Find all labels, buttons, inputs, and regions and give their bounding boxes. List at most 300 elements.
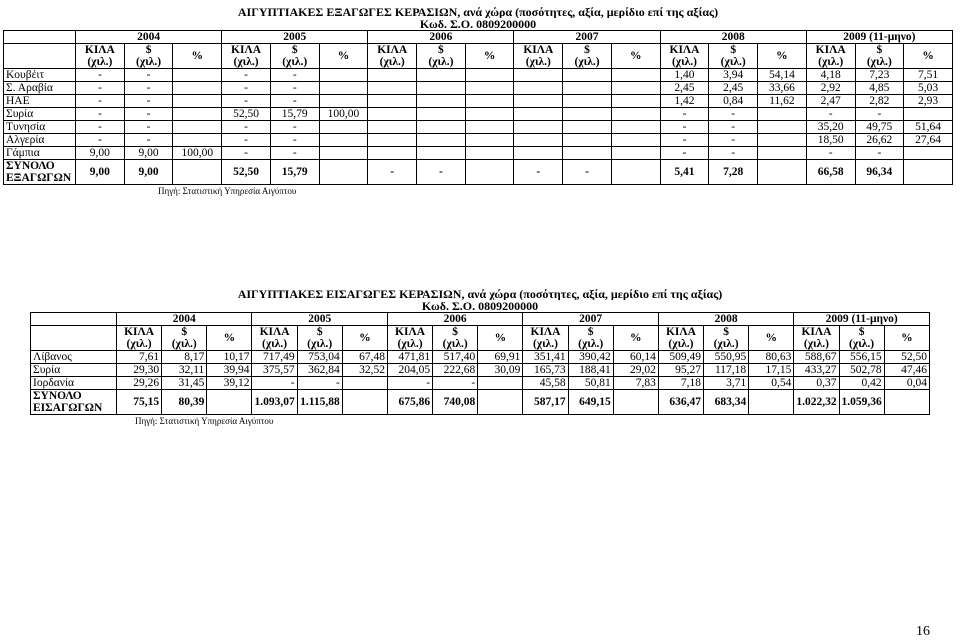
value-cell: 0,54 bbox=[749, 377, 794, 390]
kila-header bbox=[368, 44, 417, 69]
value-cell bbox=[319, 82, 368, 95]
value-cell: 2,45 bbox=[660, 82, 709, 95]
total-value-cell bbox=[758, 160, 807, 185]
value-cell: 18,50 bbox=[806, 134, 855, 147]
value-cell: 10,17 bbox=[207, 351, 252, 364]
usd-header bbox=[417, 44, 466, 69]
usd-label: $ bbox=[291, 44, 298, 56]
kila-header bbox=[806, 44, 855, 69]
value-cell: - bbox=[709, 134, 758, 147]
value-cell: 117,18 bbox=[704, 364, 749, 377]
value-cell: - bbox=[76, 95, 125, 108]
value-cell: 2,47 bbox=[806, 95, 855, 108]
total-value-cell: 9,00 bbox=[76, 160, 125, 185]
value-cell: - bbox=[297, 377, 342, 390]
value-cell: 33,66 bbox=[758, 82, 807, 95]
value-cell bbox=[904, 147, 953, 160]
pct-header: % bbox=[758, 44, 807, 69]
usd-header bbox=[568, 326, 613, 351]
unit-label: (χιλ.) bbox=[720, 56, 746, 68]
unit-label: (χιλ.) bbox=[307, 338, 333, 350]
value-cell: - bbox=[709, 108, 758, 121]
value-cell bbox=[417, 69, 466, 82]
unit-label: (χιλ.) bbox=[379, 56, 405, 68]
value-cell bbox=[368, 108, 417, 121]
value-cell bbox=[514, 69, 563, 82]
total-value-cell: 96,34 bbox=[855, 160, 904, 185]
value-cell: - bbox=[660, 147, 709, 160]
value-cell: - bbox=[76, 121, 125, 134]
value-cell: 32,11 bbox=[162, 364, 207, 377]
value-cell bbox=[417, 134, 466, 147]
value-cell: 17,15 bbox=[749, 364, 794, 377]
value-cell: - bbox=[222, 69, 271, 82]
total-value-cell: - bbox=[563, 160, 612, 185]
total-value-cell: 1.093,07 bbox=[252, 390, 297, 415]
value-cell bbox=[173, 69, 222, 82]
value-cell: - bbox=[855, 147, 904, 160]
value-cell: 29,02 bbox=[613, 364, 658, 377]
value-cell bbox=[563, 108, 612, 121]
total-value-cell: 1.059,36 bbox=[839, 390, 884, 415]
value-cell: - bbox=[76, 82, 125, 95]
corner-cell bbox=[4, 31, 76, 44]
value-cell: 100,00 bbox=[319, 108, 368, 121]
export-table-source: Πηγή: Στατιστική Υπηρεσία Αιγύπτου bbox=[158, 186, 297, 196]
year-header: 2009 (11-μηνο) bbox=[794, 313, 930, 326]
table-row bbox=[4, 134, 953, 147]
value-cell bbox=[758, 121, 807, 134]
value-cell: - bbox=[806, 147, 855, 160]
value-cell bbox=[417, 95, 466, 108]
value-cell bbox=[563, 69, 612, 82]
usd-header bbox=[563, 44, 612, 69]
unit-label: (χιλ.) bbox=[262, 338, 288, 350]
export-table-title: ΑΙΓΥΠΤΙΑΚΕΣ ΕΞΑΓΩΓΕΣ ΚΕΡΑΣΙΩΝ, ανά χώρα (ποσότητες, αξία, μερίδιο επί της αξίας) bbox=[237, 5, 719, 18]
value-cell bbox=[611, 147, 660, 160]
total-row bbox=[4, 160, 953, 185]
unit-label: (χιλ.) bbox=[126, 338, 152, 350]
usd-header bbox=[270, 44, 319, 69]
value-cell bbox=[563, 121, 612, 134]
value-cell bbox=[514, 134, 563, 147]
value-cell bbox=[173, 108, 222, 121]
value-cell bbox=[514, 95, 563, 108]
export-table bbox=[3, 2, 953, 185]
value-cell bbox=[173, 134, 222, 147]
value-cell: 45,58 bbox=[523, 377, 568, 390]
country-cell: Γάμπια bbox=[4, 147, 76, 160]
value-cell: 4,18 bbox=[806, 69, 855, 82]
value-cell: - bbox=[76, 134, 125, 147]
value-cell: - bbox=[222, 121, 271, 134]
year-header: 2005 bbox=[252, 313, 387, 326]
value-cell: - bbox=[222, 134, 271, 147]
value-cell: 550,95 bbox=[704, 351, 749, 364]
value-cell: - bbox=[709, 147, 758, 160]
value-cell bbox=[465, 121, 514, 134]
value-cell: 433,27 bbox=[794, 364, 839, 377]
value-cell: 471,81 bbox=[387, 351, 432, 364]
year-header: 2006 bbox=[387, 313, 522, 326]
total-value-cell: 52,50 bbox=[222, 160, 271, 185]
pct-header: % bbox=[173, 44, 222, 69]
value-cell: - bbox=[222, 95, 271, 108]
value-cell bbox=[465, 134, 514, 147]
kila-label: ΚΙΛΑ bbox=[801, 326, 832, 338]
value-cell: 39,12 bbox=[207, 377, 252, 390]
value-cell bbox=[465, 69, 514, 82]
unit-label: (χιλ.) bbox=[442, 338, 468, 350]
value-cell: 222,68 bbox=[433, 364, 478, 377]
pct-header: % bbox=[478, 326, 523, 351]
value-cell: - bbox=[387, 377, 432, 390]
value-cell bbox=[368, 134, 417, 147]
pct-header: % bbox=[465, 44, 514, 69]
total-value-cell: 66,58 bbox=[806, 160, 855, 185]
unit-label: (χιλ.) bbox=[136, 56, 162, 68]
unit-label: (χιλ.) bbox=[525, 56, 551, 68]
value-cell: 1,42 bbox=[660, 95, 709, 108]
value-cell: - bbox=[806, 108, 855, 121]
value-cell: 390,42 bbox=[568, 351, 613, 364]
value-cell bbox=[563, 82, 612, 95]
value-cell: 8,17 bbox=[162, 351, 207, 364]
total-value-cell bbox=[465, 160, 514, 185]
unit-label: (χιλ.) bbox=[87, 56, 113, 68]
year-header: 2006 bbox=[368, 31, 514, 44]
value-cell: 9,00 bbox=[124, 147, 173, 160]
kila-header bbox=[76, 44, 125, 69]
country-cell: ΗΑΕ bbox=[4, 95, 76, 108]
country-cell: Κουβέιτ bbox=[4, 69, 76, 82]
table-row bbox=[4, 82, 953, 95]
value-cell: 30,09 bbox=[478, 364, 523, 377]
pct-header: % bbox=[884, 326, 929, 351]
value-cell: 2,82 bbox=[855, 95, 904, 108]
total-value-cell bbox=[884, 390, 929, 415]
table-row bbox=[4, 69, 953, 82]
year-header: 2008 bbox=[658, 313, 793, 326]
total-value-cell: 9,00 bbox=[124, 160, 173, 185]
value-cell: 7,51 bbox=[904, 69, 953, 82]
value-cell: - bbox=[660, 134, 709, 147]
kila-label: ΚΙΛΑ bbox=[665, 326, 696, 338]
unit-label: (χιλ.) bbox=[803, 338, 829, 350]
unit-label: (χιλ.) bbox=[818, 56, 844, 68]
value-cell bbox=[904, 108, 953, 121]
value-cell: 31,45 bbox=[162, 377, 207, 390]
pct-header: % bbox=[207, 326, 252, 351]
total-value-cell: 7,28 bbox=[709, 160, 758, 185]
value-cell: - bbox=[270, 95, 319, 108]
total-value-cell: 1.022,32 bbox=[794, 390, 839, 415]
value-cell: - bbox=[124, 108, 173, 121]
year-header: 2005 bbox=[222, 31, 368, 44]
pct-header: % bbox=[319, 44, 368, 69]
value-cell: 7,23 bbox=[855, 69, 904, 82]
value-cell bbox=[417, 82, 466, 95]
usd-label: $ bbox=[438, 44, 444, 56]
unit-label: (χιλ.) bbox=[532, 338, 559, 350]
usd-header bbox=[297, 326, 342, 351]
value-cell: - bbox=[270, 69, 319, 82]
value-cell: 11,62 bbox=[758, 95, 807, 108]
value-cell: 32,52 bbox=[342, 364, 387, 377]
value-cell bbox=[514, 82, 563, 95]
total-value-cell: 587,17 bbox=[523, 390, 568, 415]
total-value-cell: 15,79 bbox=[270, 160, 319, 185]
total-value-cell: 740,08 bbox=[433, 390, 478, 415]
value-cell bbox=[465, 82, 514, 95]
value-cell: 2,92 bbox=[806, 82, 855, 95]
corner-cell bbox=[31, 326, 117, 351]
pct-header: % bbox=[611, 44, 660, 69]
total-value-cell: - bbox=[514, 160, 563, 185]
value-cell: 100,00 bbox=[173, 147, 222, 160]
value-cell: 51,64 bbox=[904, 121, 953, 134]
usd-label: $ bbox=[587, 326, 594, 338]
usd-label: $ bbox=[584, 44, 590, 56]
value-cell: 35,20 bbox=[806, 121, 855, 134]
year-header: 2009 (11-μηνο) bbox=[806, 31, 952, 44]
kila-label: ΚΙΛΑ bbox=[124, 326, 155, 338]
country-cell: Συρία bbox=[4, 108, 76, 121]
value-cell: 54,14 bbox=[758, 69, 807, 82]
year-header-row bbox=[4, 31, 953, 44]
year-header: 2008 bbox=[660, 31, 806, 44]
value-cell: - bbox=[222, 147, 271, 160]
value-cell: - bbox=[124, 95, 173, 108]
country-cell: Αλγερία bbox=[4, 134, 76, 147]
kila-header bbox=[387, 326, 432, 351]
kila-header bbox=[660, 44, 709, 69]
country-cell: Τυνησία bbox=[4, 121, 76, 134]
value-cell bbox=[319, 69, 368, 82]
kila-label: ΚΙΛΑ bbox=[523, 44, 554, 56]
import-table-section bbox=[30, 284, 930, 426]
value-cell bbox=[368, 121, 417, 134]
kila-label: ΚΙΛΑ bbox=[377, 44, 408, 56]
kila-header bbox=[252, 326, 297, 351]
total-value-cell: - bbox=[417, 160, 466, 185]
value-cell: 69,91 bbox=[478, 351, 523, 364]
value-cell bbox=[417, 108, 466, 121]
value-cell: - bbox=[270, 147, 319, 160]
value-cell: - bbox=[76, 108, 125, 121]
value-cell: 4,85 bbox=[855, 82, 904, 95]
value-cell: - bbox=[252, 377, 297, 390]
value-cell: 556,15 bbox=[839, 351, 884, 364]
value-cell bbox=[611, 82, 660, 95]
value-cell: 165,73 bbox=[523, 364, 568, 377]
kila-label: ΚΙΛΑ bbox=[530, 326, 561, 338]
year-header: 2007 bbox=[523, 313, 658, 326]
value-cell: 588,67 bbox=[794, 351, 839, 364]
value-cell: 3,94 bbox=[709, 69, 758, 82]
total-value-cell bbox=[611, 160, 660, 185]
total-value-cell bbox=[613, 390, 658, 415]
value-cell bbox=[319, 147, 368, 160]
unit-label: (χιλ.) bbox=[428, 56, 454, 68]
import-table bbox=[30, 284, 930, 415]
country-cell: Σ. Αραβία bbox=[4, 82, 76, 95]
country-cell: Λίβανος bbox=[31, 351, 117, 364]
value-cell bbox=[465, 147, 514, 160]
total-value-cell bbox=[478, 390, 523, 415]
unit-label: (χιλ.) bbox=[671, 56, 698, 68]
value-cell: - bbox=[270, 82, 319, 95]
kila-label: ΚΙΛΑ bbox=[259, 326, 290, 338]
value-cell: - bbox=[124, 82, 173, 95]
unit-label: (χιλ.) bbox=[282, 56, 308, 68]
value-cell: 351,41 bbox=[523, 351, 568, 364]
value-cell bbox=[417, 147, 466, 160]
kila-header bbox=[523, 326, 568, 351]
export-table-code: Κωδ. Σ.Ο. 0809200000 bbox=[419, 18, 537, 31]
value-cell: 509,49 bbox=[658, 351, 703, 364]
kila-label: ΚΙΛΑ bbox=[84, 44, 115, 56]
value-cell bbox=[173, 121, 222, 134]
value-cell: 0,04 bbox=[884, 377, 929, 390]
unit-label: (χιλ.) bbox=[171, 338, 197, 350]
pct-header: % bbox=[749, 326, 794, 351]
value-cell: 753,04 bbox=[297, 351, 342, 364]
total-value-cell: 5,41 bbox=[660, 160, 709, 185]
value-cell: 9,00 bbox=[76, 147, 125, 160]
value-cell: 204,05 bbox=[387, 364, 432, 377]
unit-label: (χιλ.) bbox=[397, 338, 423, 350]
kila-header bbox=[222, 44, 271, 69]
value-cell: - bbox=[660, 108, 709, 121]
corner-cell bbox=[31, 313, 117, 326]
page-number: 16 bbox=[916, 624, 930, 639]
value-cell: 52,50 bbox=[222, 108, 271, 121]
value-cell bbox=[611, 95, 660, 108]
value-cell: 362,84 bbox=[297, 364, 342, 377]
usd-label: $ bbox=[876, 44, 883, 56]
value-cell: - bbox=[222, 82, 271, 95]
usd-header bbox=[433, 326, 478, 351]
value-cell: - bbox=[433, 377, 478, 390]
kila-header bbox=[117, 326, 162, 351]
pct-header: % bbox=[342, 326, 387, 351]
total-value-cell: 1.115,88 bbox=[297, 390, 342, 415]
import-table-source: Πηγή: Στατιστική Υπηρεσία Αιγύπτου bbox=[135, 416, 274, 426]
value-cell bbox=[611, 134, 660, 147]
pct-header: % bbox=[904, 44, 953, 69]
kila-header bbox=[794, 326, 839, 351]
kila-header bbox=[514, 44, 563, 69]
value-cell: 47,46 bbox=[884, 364, 929, 377]
value-cell bbox=[319, 134, 368, 147]
year-header-row bbox=[31, 313, 930, 326]
value-cell bbox=[319, 121, 368, 134]
value-cell: 60,14 bbox=[613, 351, 658, 364]
pct-header: % bbox=[613, 326, 658, 351]
value-cell bbox=[173, 95, 222, 108]
value-cell: 3,71 bbox=[704, 377, 749, 390]
usd-label: $ bbox=[316, 326, 323, 338]
value-cell bbox=[173, 82, 222, 95]
value-cell: - bbox=[660, 121, 709, 134]
value-cell bbox=[368, 82, 417, 95]
unit-label: (χιλ.) bbox=[668, 338, 694, 350]
total-value-cell: 636,47 bbox=[658, 390, 703, 415]
total-label: ΣΥΝΟΛΟ ΕΞΑΓΩΓΩΝ bbox=[4, 160, 76, 185]
usd-label: $ bbox=[723, 326, 729, 338]
value-cell: 502,78 bbox=[839, 364, 884, 377]
value-cell: 0,42 bbox=[839, 377, 884, 390]
value-cell: 717,49 bbox=[252, 351, 297, 364]
value-cell bbox=[563, 147, 612, 160]
value-cell bbox=[478, 377, 523, 390]
year-header: 2007 bbox=[514, 31, 660, 44]
value-cell: 7,83 bbox=[613, 377, 658, 390]
value-cell: 5,03 bbox=[904, 82, 953, 95]
usd-header bbox=[855, 44, 904, 69]
year-header: 2004 bbox=[76, 31, 222, 44]
total-value-cell bbox=[173, 160, 222, 185]
value-cell bbox=[611, 121, 660, 134]
table-row bbox=[4, 147, 953, 160]
value-cell: 29,30 bbox=[117, 364, 162, 377]
kila-label: ΚΙΛΑ bbox=[395, 326, 425, 338]
total-value-cell: 75,15 bbox=[117, 390, 162, 415]
total-value-cell bbox=[749, 390, 794, 415]
value-cell: - bbox=[124, 134, 173, 147]
value-cell: 80,63 bbox=[749, 351, 794, 364]
value-cell bbox=[611, 69, 660, 82]
value-cell bbox=[514, 121, 563, 134]
value-cell bbox=[514, 147, 563, 160]
unit-label: (χιλ.) bbox=[866, 56, 892, 68]
usd-header bbox=[839, 326, 884, 351]
export-table-section bbox=[3, 2, 953, 196]
value-cell bbox=[319, 95, 368, 108]
value-cell: 49,75 bbox=[855, 121, 904, 134]
total-label: ΣΥΝΟΛΟ ΕΙΣΑΓΩΓΩΝ bbox=[31, 390, 117, 415]
unit-label: (χιλ.) bbox=[574, 56, 600, 68]
table-row bbox=[31, 351, 930, 364]
usd-label: $ bbox=[145, 44, 152, 56]
value-cell bbox=[758, 108, 807, 121]
usd-header bbox=[704, 326, 749, 351]
value-cell: 26,62 bbox=[855, 134, 904, 147]
total-value-cell: 675,86 bbox=[387, 390, 432, 415]
corner-cell bbox=[4, 44, 76, 69]
value-cell: - bbox=[124, 69, 173, 82]
total-value-cell: 80,39 bbox=[162, 390, 207, 415]
value-cell: - bbox=[855, 108, 904, 121]
unit-label: (χιλ.) bbox=[233, 56, 259, 68]
value-cell bbox=[368, 69, 417, 82]
country-cell: Συρία bbox=[31, 364, 117, 377]
value-cell bbox=[514, 108, 563, 121]
value-cell: 517,40 bbox=[433, 351, 478, 364]
value-cell: 188,41 bbox=[568, 364, 613, 377]
total-value-cell: 649,15 bbox=[568, 390, 613, 415]
country-cell: Ιορδανία bbox=[31, 377, 117, 390]
kila-header bbox=[658, 326, 703, 351]
import-table-code: Κωδ. Σ.Ο. 0809200000 bbox=[421, 300, 539, 313]
value-cell: 1,40 bbox=[660, 69, 709, 82]
value-cell bbox=[368, 147, 417, 160]
usd-label: $ bbox=[858, 326, 865, 338]
column-header-row bbox=[4, 44, 953, 69]
total-row bbox=[31, 390, 930, 415]
value-cell: - bbox=[270, 121, 319, 134]
